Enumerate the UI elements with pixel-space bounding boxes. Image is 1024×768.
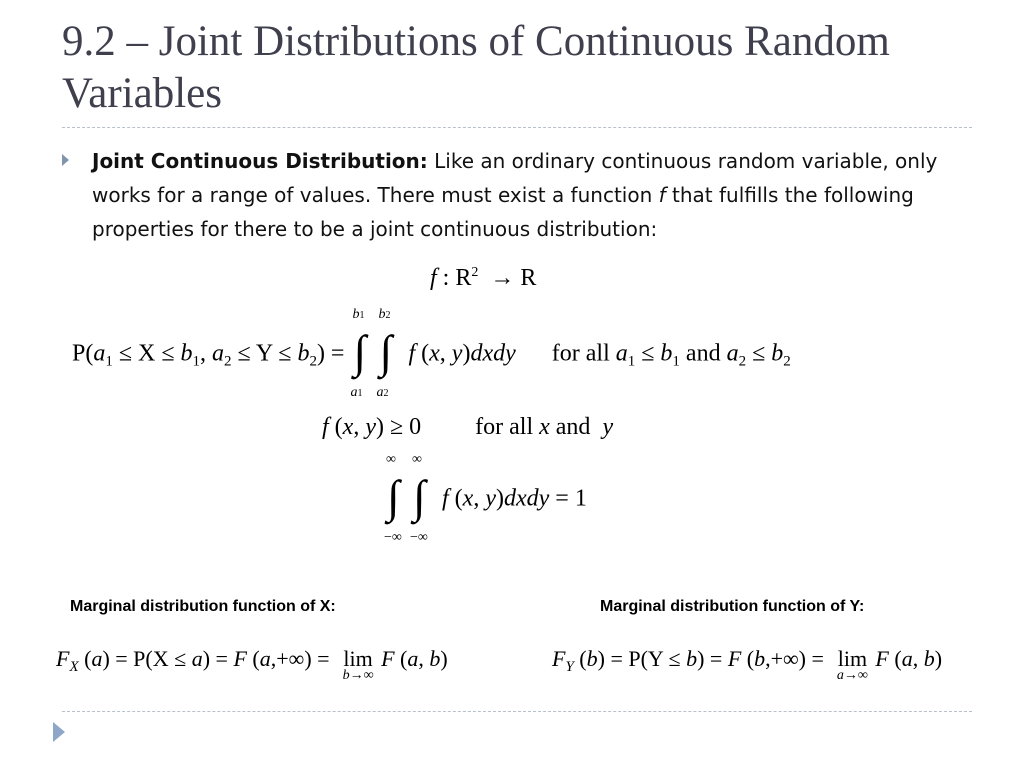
lim-operator: lim b→∞ [342,646,374,683]
bullet-body-2: that fulfills the following properties for there to be a joint continuous distribution: [92,183,914,241]
formula-marginal-x: $F_X$ (a) = P(X ≤ a) = F (a,+∞) = lim b→∞ F (a, b) [56,646,448,683]
bullet-body-1: Like an ordinary continuous random variable, only works for a range of values. There must exist a function [92,149,938,207]
integral-sign: ∞ ∫ −∞ [384,452,402,545]
marginal-x-label: Marginal distribution function of X: [70,598,336,615]
bullet-term: Joint Continuous Distribution: [92,149,428,173]
formula-normalization: ∞ ∫ −∞ ∞ ∫ −∞ f (x, y)dxdy = 1 [384,452,587,545]
marginal-y-label: Marginal distribution function of Y: [600,598,865,615]
bullet-text [92,144,942,246]
bullet-function-f: f [658,183,666,207]
formula-nonnegative: f (x, y) ≥ 0 for all x and y [322,414,614,440]
play-triangle-icon[interactable] [53,722,65,742]
footer-divider [62,711,972,712]
formula-marginal-y: $F_Y$ (b) = P(Y ≤ b) = F (b,+∞) = lim a→∞ F (a, b) [552,646,943,683]
formula-f-mapping: f : $R^2 \to R$ [430,265,537,291]
title-divider [62,127,972,128]
integral-sign: b1 ∫ a1 [350,307,367,400]
lim-operator: lim a→∞ [836,646,868,683]
integral-sign: ∞ ∫ −∞ [410,452,428,545]
triangle-bullet-icon [62,154,69,166]
slide-title: 9.2 – Joint Distributions of Continuous Random Variables [62,18,890,117]
integral-sign: b2 ∫ a2 [376,307,393,400]
formula-probability-integral: $P(a_1 \le X \le b_1$, $a_2 \le Y \le b_2$) = b1 ∫ a1 b2 ∫ a2 f (x, y)dxdy for all $a_1 \le b_1$ and $a_2 \le b_2$ [72,307,791,400]
